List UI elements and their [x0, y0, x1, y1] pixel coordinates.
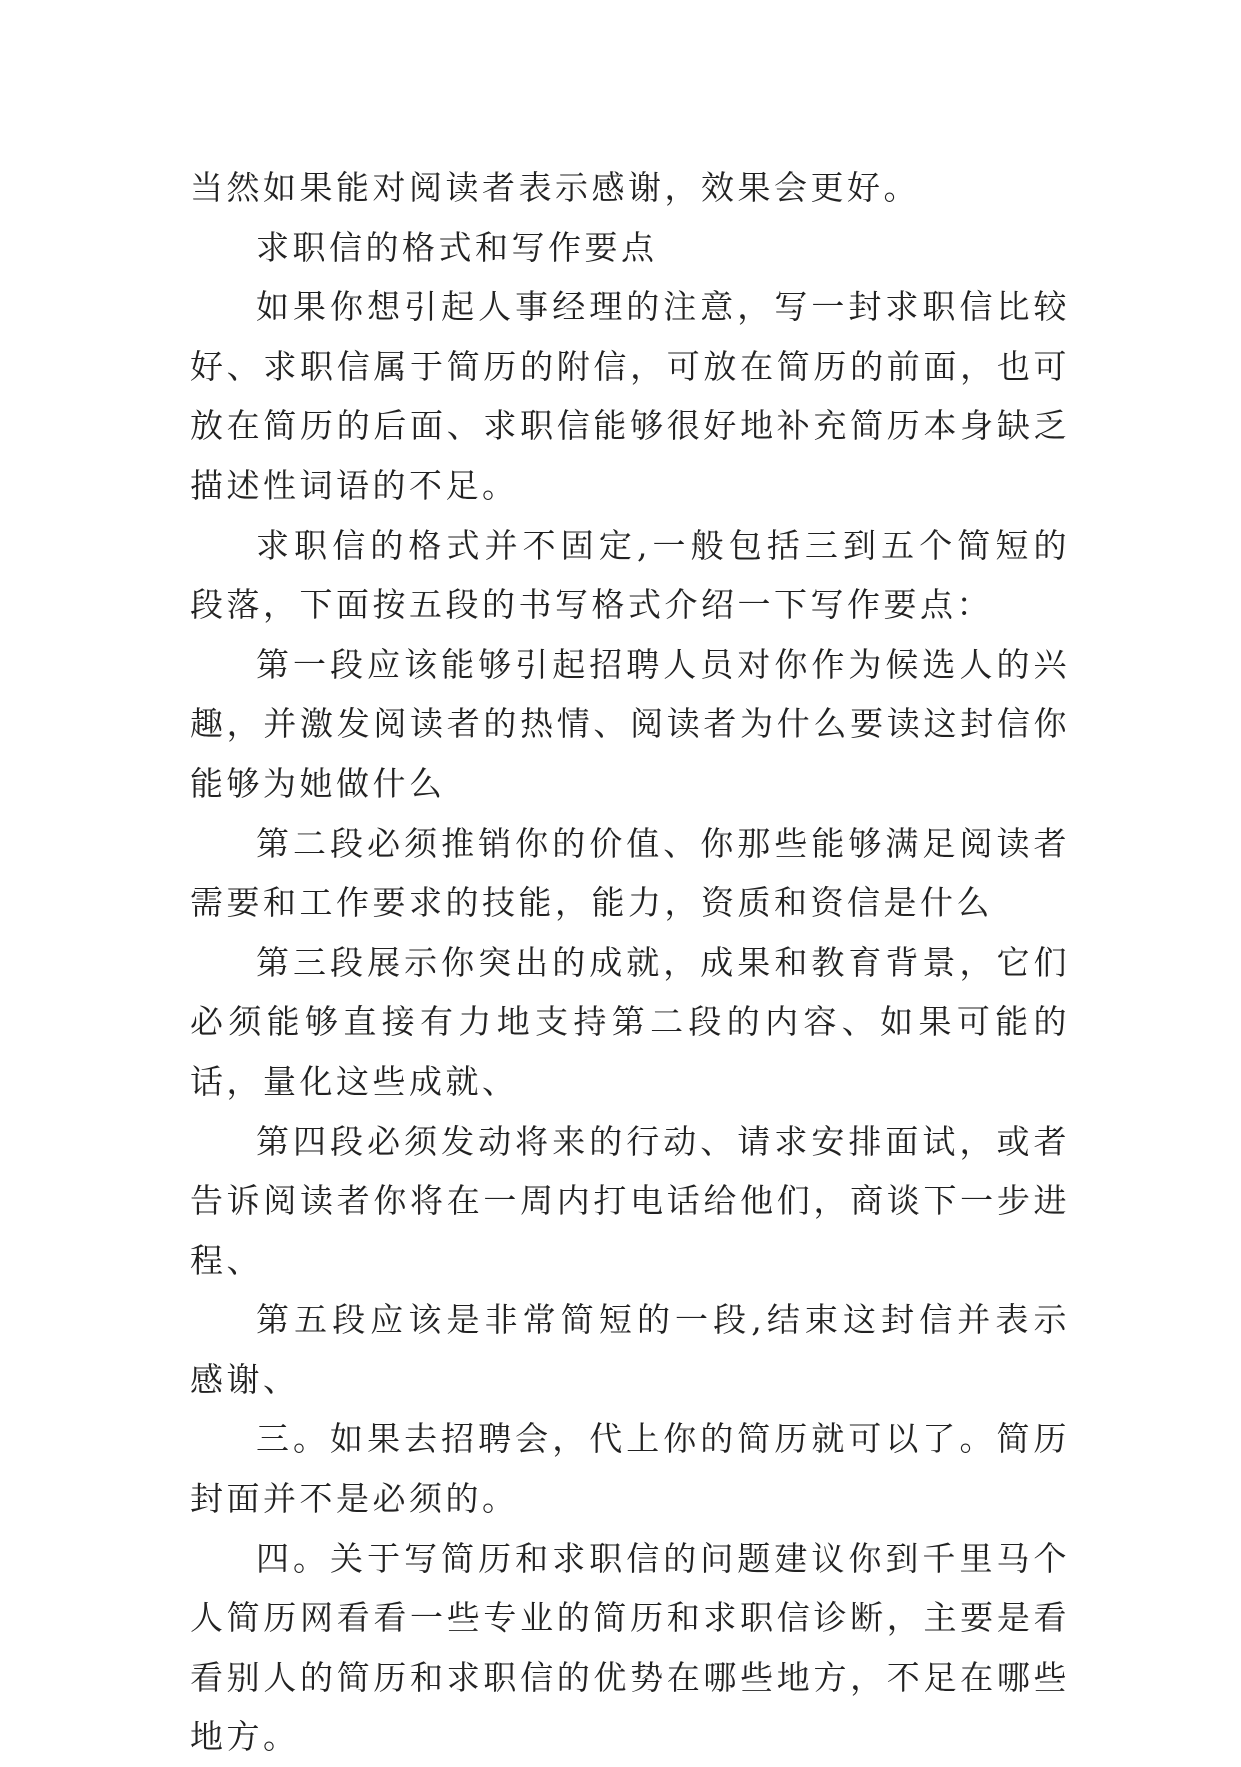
paragraph-6: 第二段必须推销你的价值、你那些能够满足阅读者需要和工作要求的技能，能力，资质和资信是什么 [190, 823, 1070, 923]
paragraph-5: 第一段应该能够引起招聘人员对你作为候选人的兴趣，并激发阅读者的热情、阅读者为什么要读这封信你能够为她做什么 [190, 644, 1070, 803]
paragraph-11: 四。关于写简历和求职信的问题建议你到千里马个人简历网看看一些专业的简历和求职信诊断，主要是看看别人的简历和求职信的优势在哪些地方，不足在哪些地方。 [190, 1538, 1070, 1757]
paragraph-1: 当然如果能对阅读者表示感谢，效果会更好。 [190, 168, 920, 207]
paragraph-4: 求职信的格式并不固定,一般包括三到五个简短的段落，下面按五段的书写格式介绍一下写作要点： [190, 525, 1070, 625]
paragraph-10: 三。如果去招聘会，代上你的简历就可以了。简历封面并不是必须的。 [190, 1419, 1070, 1519]
paragraph-7: 第三段展示你突出的成就，成果和教育背景，它们必须能够直接有力地支持第二段的内容、如果可能的话，量化这些成就、 [190, 942, 1070, 1101]
document-body [190, 158, 1070, 1767]
section-heading: 求职信的格式和写作要点 [256, 227, 658, 267]
paragraph-8: 第四段必须发动将来的行动、请求安排面试，或者告诉阅读者你将在一周内打电话给他们，商谈下一步进程、 [190, 1121, 1070, 1280]
paragraph-3: 如果你想引起人事经理的注意，写一封求职信比较好、求职信属于简历的附信，可放在简历的前面，也可放在简历的后面、求职信能够很好地补充简历本身缺乏描述性词语的不足。 [190, 287, 1070, 505]
paragraph-9: 第五段应该是非常简短的一段,结束这封信并表示感谢、 [190, 1300, 1070, 1399]
